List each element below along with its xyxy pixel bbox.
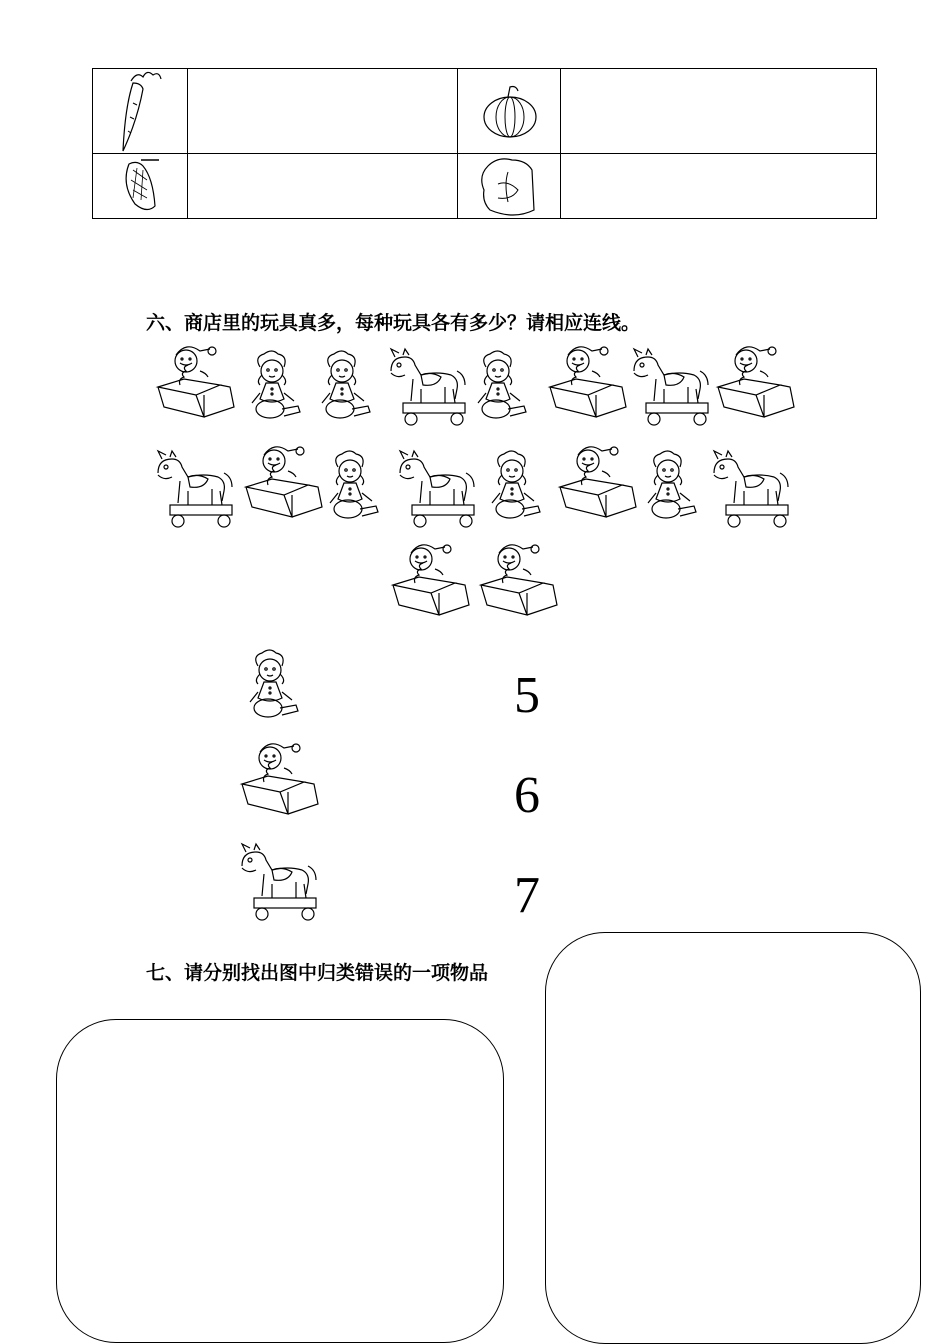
doll-icon — [478, 351, 526, 418]
rocking-horse-icon — [158, 451, 232, 527]
match-toy-doll[interactable] — [236, 648, 316, 724]
doll-icon — [322, 351, 370, 418]
answer-cell[interactable] — [561, 69, 877, 154]
toy-row-3 — [385, 543, 575, 633]
rocking-horse-icon — [634, 349, 708, 425]
rocking-horse-icon — [242, 844, 316, 920]
toy-row-2 — [152, 445, 802, 535]
classification-box-right — [545, 932, 921, 1344]
match-number-5[interactable]: 5 — [514, 667, 540, 724]
doll-icon — [252, 351, 300, 418]
match-number-6[interactable]: 6 — [514, 767, 540, 824]
jack-in-box-icon — [550, 347, 626, 417]
doll-icon — [492, 451, 540, 518]
vegetable-cell — [93, 154, 188, 219]
doll-icon — [330, 451, 378, 518]
jack-in-box-icon — [718, 347, 794, 417]
rocking-horse-icon — [391, 349, 465, 425]
vegetable-cell — [458, 154, 561, 219]
vegetable-cell — [458, 69, 561, 154]
answer-cell[interactable] — [188, 69, 458, 154]
jack-in-box-icon — [246, 447, 322, 517]
classification-box-left — [56, 1019, 504, 1343]
match-toy-horse[interactable] — [234, 842, 326, 928]
match-toy-jack-in-box[interactable] — [234, 742, 326, 828]
jack-in-box-icon — [560, 447, 636, 517]
rocking-horse-icon — [714, 451, 788, 527]
rocking-horse-icon — [400, 451, 474, 527]
section7-heading: 七、请分别找出图中归类错误的一项物品 — [146, 962, 489, 984]
section6-heading: 六、商店里的玩具真多，每种玩具各有多少？请相应连线。 — [146, 312, 641, 334]
toy-row-1 — [150, 345, 800, 435]
corn-icon — [93, 154, 187, 218]
answer-cell[interactable] — [188, 154, 458, 219]
match-number-7[interactable]: 7 — [514, 867, 540, 924]
answer-cell[interactable] — [561, 154, 877, 219]
jack-in-box-icon — [481, 545, 557, 615]
doll-icon — [250, 650, 298, 717]
pumpkin-icon — [458, 69, 560, 153]
jack-in-box-icon — [242, 744, 318, 814]
jack-in-box-icon — [393, 545, 469, 615]
vegetable-cell — [93, 69, 188, 154]
doll-icon — [648, 451, 696, 518]
vegetable-table — [92, 68, 877, 219]
jack-in-box-icon — [158, 347, 234, 417]
carrot-icon — [93, 69, 187, 153]
cabbage-icon — [458, 154, 560, 218]
